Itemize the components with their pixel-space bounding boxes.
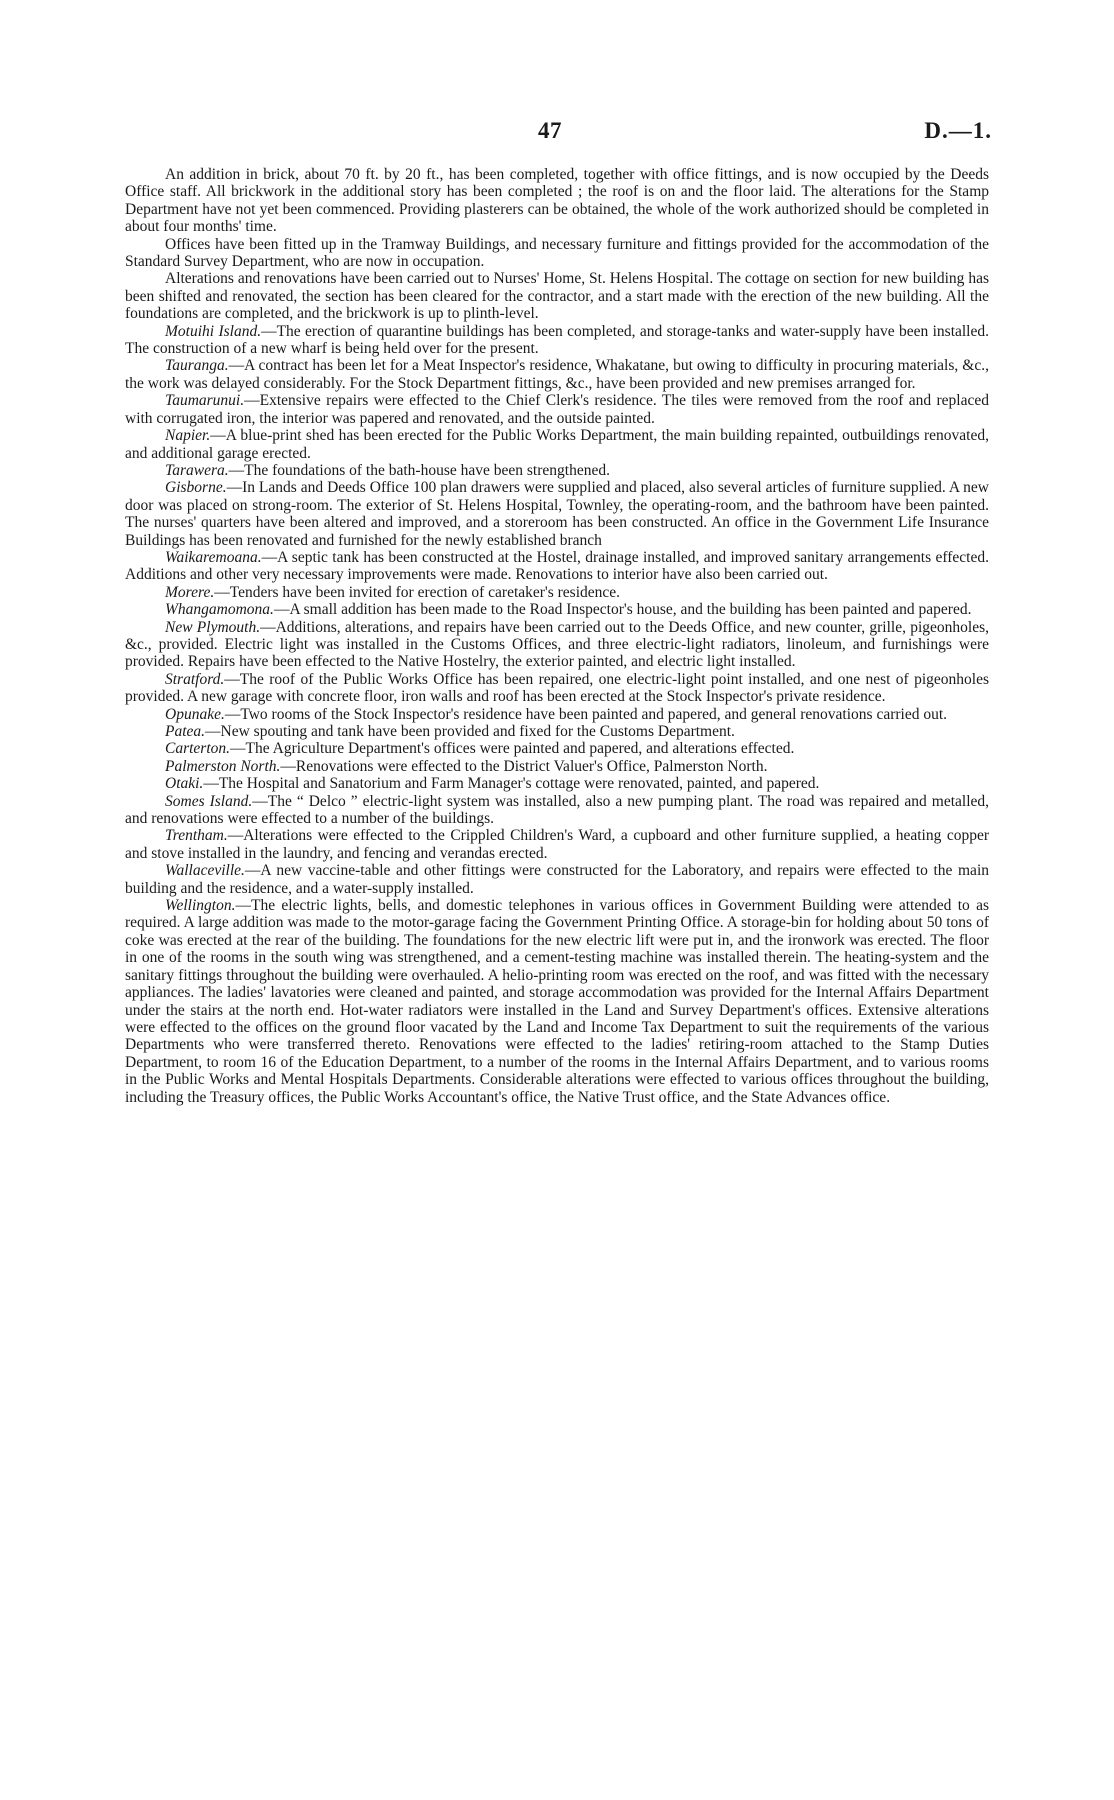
- place-name: Motuihi Island.: [165, 322, 262, 340]
- paragraph-text: —A small addition has been made to the Road Inspector's house, and the building has been painted and papered.: [273, 601, 972, 619]
- place-name: Somes Island.: [165, 792, 253, 810]
- paragraph: [125, 671, 989, 706]
- place-name: Tauranga.: [165, 357, 229, 375]
- place-name: Wallaceville.: [165, 862, 245, 880]
- paragraph: [125, 549, 989, 584]
- paragraph-text: —A septic tank has been constructed at the Hostel, drainage installed, and improved sanitary arrangements effected. Additions and other very necessary improvements were made. Renovations to interior have also been carried out.: [125, 548, 989, 584]
- paragraph-text: —The roof of the Public Works Office has been repaired, one electric-light point installed, and one nest of pigeonholes provided. A new garage with concrete floor, iron walls and roof has been erected at the Stock Inspector's private residence.: [125, 670, 989, 706]
- paragraph: [125, 740, 989, 757]
- paragraph: [125, 357, 989, 392]
- place-name: Opunake.: [165, 705, 225, 723]
- paragraph: [125, 270, 989, 322]
- body-text: [125, 166, 989, 1106]
- paragraph-text: —The foundations of the bath-house have been strengthened.: [228, 461, 610, 479]
- place-name: New Plymouth.: [165, 618, 261, 636]
- paragraph-text: —The erection of quarantine buildings has been completed, and storage-tanks and water-supply have been installed. The construction of a new wharf is being held over for the present.: [125, 322, 989, 358]
- place-name: Whangamomona.: [165, 601, 274, 619]
- paragraph-text: —The Hospital and Sanatorium and Farm Manager's cottage were renovated, painted, and papered.: [203, 775, 820, 793]
- paragraph-text: —In Lands and Deeds Office 100 plan drawers were supplied and placed, also several articles of furniture supplied. A new door was placed on strong-room. The exterior of St. Helens Hospital, Townley, the operating-room, and the bathroom have been painted. The nurses' quarters have been altered and improved, and a storeroom has been constructed. An office in the Government Life Insurance Buildings has been renovated and furnished for the newly established branch: [125, 479, 989, 549]
- paragraph: [125, 775, 989, 792]
- place-name: Waikaremoana.: [165, 548, 262, 566]
- paragraph-text: —Tenders have been invited for erection of caretaker's residence.: [214, 583, 621, 601]
- paragraph-text: —A contract has been let for a Meat Inspector's residence, Whakatane, but owing to difficulty in procuring materials, &c., the work was delayed considerably. For the Stock Department fittings, &c., have been provided and new premises arranged for.: [125, 357, 989, 392]
- paragraph-text: —The “ Delco ” electric-light system was installed, also a new pumping plant. The road was repaired and metalled, and renovations were effected to a number of the buildings.: [125, 792, 990, 828]
- paragraph: [125, 706, 989, 723]
- paragraph-text: —Two rooms of the Stock Inspector's residence have been painted and papered, and general renovations carried out.: [224, 705, 948, 723]
- place-name: Tarawera.: [165, 461, 229, 479]
- paragraph: [125, 619, 989, 671]
- paragraph: [125, 584, 989, 601]
- page-header: [0, 118, 1114, 152]
- paragraph: [125, 462, 989, 479]
- place-name: Palmerston North.: [165, 757, 281, 775]
- paragraph-text: —Extensive repairs were effected to the Chief Clerk's residence. The tiles were removed from the roof and replaced with corrugated iron, the interior was papered and renovated, and the outside painted.: [125, 392, 989, 427]
- paragraph: [125, 323, 989, 358]
- paragraph: [125, 758, 989, 775]
- paragraph: [125, 793, 989, 828]
- paragraph-text: —A blue-print shed has been erected for the Public Works Department, the main building repainted, outbuildings renovated, and additional garage erected.: [125, 427, 989, 462]
- paragraph-text: —Alterations were effected to the Crippled Children's Ward, a cupboard and other furniture supplied, a heating copper and stove installed in the laundry, and fencing and verandas erected.: [125, 827, 989, 862]
- paragraph: [125, 601, 989, 618]
- paragraph-text: —Renovations were effected to the District Valuer's Office, Palmerston North.: [280, 757, 768, 775]
- place-name: Wellington.: [165, 897, 236, 915]
- paragraph: [125, 166, 989, 236]
- place-name: Patea.: [165, 723, 206, 740]
- paragraph: [125, 427, 989, 462]
- page-number: 47: [538, 118, 562, 143]
- place-name: Gisborne.: [165, 479, 227, 497]
- paragraph-text: Offices have been fitted up in the Tramway Buildings, and necessary furniture and fittings provided for the accommodation of the Standard Survey Department, who are now in occupation.: [125, 235, 989, 271]
- place-name: Carterton.: [165, 740, 231, 758]
- paragraph: [125, 897, 989, 1106]
- paragraph: [125, 862, 989, 897]
- paragraph-text: —Additions, alterations, and repairs have been carried out to the Deeds Office, and new counter, grille, pigeonholes, &c., provided. Electric light was installed in the Customs Offices, and three electric-light radiators, linoleum, and furnishings were provided. Repairs have been effected to the Native Hostelry, the exterior painted, and electric light installed.: [125, 618, 989, 671]
- paragraph-text: Alterations and renovations have been carried out to Nurses' Home, St. Helens Hospital. The cottage on section for new building has been shifted and renovated, the section has been cleared for the contractor, and a start made with the erection of the new building. All the foundations are completed, and the brickwork is up to plinth-level.: [125, 270, 989, 323]
- place-name: Napier.: [165, 427, 211, 445]
- place-name: Otaki.: [165, 775, 204, 793]
- paragraph: [125, 827, 989, 862]
- document-reference: D.—1.: [924, 118, 992, 143]
- paragraph: [125, 723, 989, 740]
- paragraph: [125, 236, 989, 271]
- paragraph-text: —New spouting and tank have been provided and fixed for the Customs Department.: [205, 723, 735, 740]
- place-name: Stratford.: [165, 670, 225, 688]
- place-name: Trentham.: [165, 827, 228, 845]
- place-name: Taumarunui.: [165, 392, 245, 410]
- paragraph: [125, 392, 989, 427]
- paragraph: [125, 479, 989, 549]
- place-name: Morere.: [165, 583, 215, 601]
- paragraph-text: —The electric lights, bells, and domestic telephones in various offices in Government Building were attended to as required. A large addition was made to the motor-garage facing the Government Printing Office. A storage-bin for holding about 50 tons of coke was erected at the rear of the building. The foundations for the new electric lift were put in, and the ironwork was erected. The floor in one of the rooms in the south wing was strengthened, and a cement-testing machine was installed therein. The heating-system and the sanitary fittings throughout the building were overhauled. A helio-printing room was erected on the roof, and was fitted with the necessary appliances. The ladies' lavatories were cleaned and painted, and storage accommodation was provided for the Internal Affairs Department under the stairs at the north end. Hot-water radiators were installed in the Land and Survey Department's offices. Extensive alterations were effected to the offices on the ground floor vacated by the Land and Income Tax Department to suit the requirements of the various Departments who were transferred thereto. Renovations were effected to the ladies' retiring-room attached to the Stamp Duties Department, to room 16 of the Education Department, to a number of the rooms in the Internal Affairs Department, and to various rooms in the Public Works and Mental Hospitals Departments. Considerable alterations were effected to various offices throughout the building, including the Treasury offices, the Public Works Accountant's office, the Native Trust office, and the State Advances office.: [125, 897, 989, 1106]
- paragraph-text: —The Agriculture Department's offices were painted and papered, and alterations effected.: [230, 740, 795, 758]
- paragraph-text: An addition in brick, about 70 ft. by 20 ft., has been completed, together with office fittings, and is now occupied by the Deeds Office staff. All brickwork in the additional story has been completed ; the roof is on and the floor laid. The alterations for the Stamp Department have not yet been commenced. Providing plasterers can be obtained, the whole of the work authorized should be completed in about four months' time.: [125, 166, 989, 236]
- paragraph-text: —A new vaccine-table and other fittings were constructed for the Laboratory, and repairs were effected to the main building and the residence, and a water-supply installed.: [125, 862, 989, 897]
